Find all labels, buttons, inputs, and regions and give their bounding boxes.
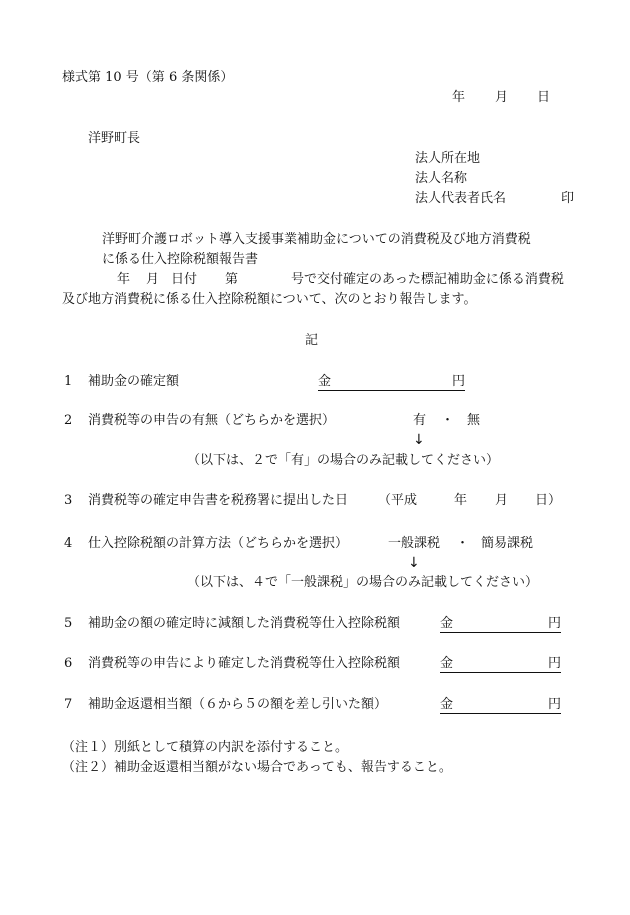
item1-label: 補助金の確定額	[88, 374, 180, 389]
item5-label: 補助金の額の確定時に減額した消費税等仕入控除税額	[88, 616, 401, 631]
item1-kin: 金	[318, 374, 332, 389]
item2-choice-yes: 有	[413, 413, 427, 428]
item2-choice-no: 無	[467, 413, 481, 428]
ki-heading: 記	[305, 333, 319, 348]
item2-number: 2	[64, 413, 73, 428]
item6-amount-field	[440, 656, 561, 673]
intro-day: 日付	[171, 272, 198, 287]
item7-label: 補助金返還相当額（６から５の額を差し引いた額）	[88, 697, 388, 712]
item3-era: （平成	[378, 493, 418, 508]
report-title-line2: に係る仕入控除税額報告書	[102, 252, 259, 267]
item7-number: 7	[64, 697, 73, 712]
item7-yen: 円	[547, 697, 561, 712]
item4-choice-general: 一般課税	[388, 536, 441, 551]
intro-dai: 第	[225, 272, 239, 287]
applicant-address-label: 法人所在地	[415, 151, 481, 166]
item4-choice-simple: 簡易課税	[481, 536, 534, 551]
item6-yen: 円	[547, 656, 561, 671]
item4-number: 4	[64, 536, 73, 551]
item7-amount-field	[440, 697, 561, 714]
item4-down-arrow-icon: ↓	[408, 555, 420, 571]
item3-number: 3	[64, 493, 73, 508]
item6-kin: 金	[440, 656, 454, 671]
item2-separator: ・	[441, 413, 455, 428]
item3-month: 月	[495, 493, 509, 508]
report-title-line1: 洋野町介護ロボット導入支援事業補助金についての消費税及び地方消費税	[102, 232, 531, 247]
applicant-representative-label: 法人代表者氏名	[415, 191, 507, 206]
item4-separator: ・	[456, 536, 470, 551]
item5-kin: 金	[440, 616, 454, 631]
date-day: 日	[537, 90, 551, 105]
addressee: 洋野町長	[88, 131, 141, 146]
item1-yen: 円	[451, 374, 465, 389]
item5-amount-field	[440, 616, 561, 633]
item4-note: （以下は、４で「一般課税」の場合のみ記載してください）	[187, 575, 539, 590]
item2-down-arrow-icon: ↓	[413, 432, 425, 448]
intro-month: 月	[146, 272, 160, 287]
item1-amount-field	[318, 374, 465, 391]
item3-label: 消費税等の確定申告書を税務署に提出した日	[88, 493, 349, 508]
intro-line1-rest: 号で交付確定のあった標記補助金に係る消費税	[291, 272, 564, 287]
note-2: （注２）補助金返還相当額がない場合であっても、報告すること。	[62, 760, 452, 775]
intro-year: 年	[117, 272, 131, 287]
seal-mark: 印	[561, 191, 575, 206]
applicant-name-label: 法人名称	[415, 171, 468, 186]
note-1: （注１）別紙として積算の内訳を添付すること。	[62, 740, 349, 755]
item3-day: 日）	[535, 493, 562, 508]
item3-year: 年	[454, 493, 468, 508]
item6-label: 消費税等の申告により確定した消費税等仕入控除税額	[88, 656, 401, 671]
item2-note: （以下は、２で「有」の場合のみ記載してください）	[187, 453, 500, 468]
item1-number: 1	[64, 374, 73, 389]
item2-label: 消費税等の申告の有無（どちらかを選択）	[88, 413, 336, 428]
date-month: 月	[495, 90, 509, 105]
form-number: 様式第 10 号（第 6 条関係）	[62, 70, 234, 85]
item4-label: 仕入控除税額の計算方法（どちらかを選択）	[88, 536, 349, 551]
item5-yen: 円	[547, 616, 561, 631]
date-year: 年	[452, 90, 466, 105]
intro-line2: 及び地方消費税に係る仕入控除税額について、次のとおり報告します。	[62, 292, 477, 307]
item7-kin: 金	[440, 697, 454, 712]
item6-number: 6	[64, 656, 73, 671]
item5-number: 5	[64, 616, 73, 631]
